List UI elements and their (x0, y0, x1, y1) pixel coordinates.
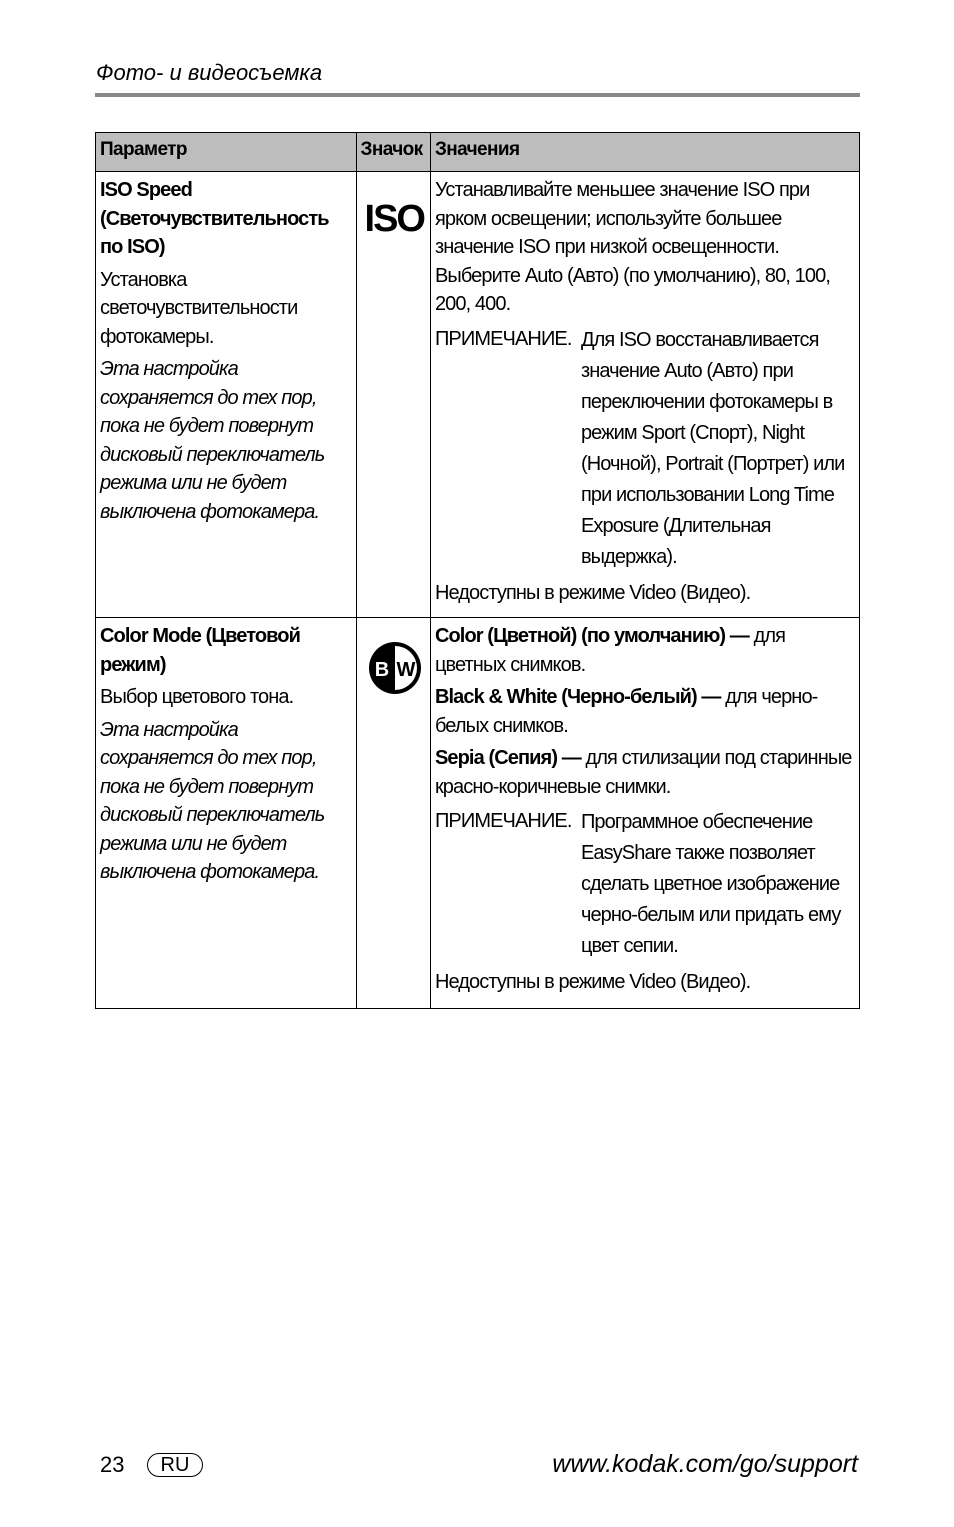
page-number: 23 (100, 1452, 125, 1477)
param-persist-note: Эта настройка сохраняется до тех пор, пока не будет повернут дисковый переключатель режима или не будет выключена фотокамера. (100, 718, 325, 883)
header-param: Параметр (96, 133, 357, 172)
header-values: Значения (430, 133, 859, 172)
unavailable-text: Недоступны в режиме Video (Видео). (434, 971, 751, 993)
param-description: Установка светочувствительности фотокамеры. (100, 268, 298, 348)
table-header-row (96, 133, 860, 172)
values-cell (430, 618, 859, 1009)
note (435, 325, 855, 573)
table-row (96, 618, 860, 1009)
note-label: ПРИМЕЧАНИЕ. (434, 327, 572, 350)
icon-cell (356, 172, 430, 618)
note-text: Для ISO восстанавливается значение Auto (Авто) при переключении фотокамеры в режим Sport (Спорт), Night (Ночной), Portrait (Портрет) или при использовании Long Time Exposure (Длительная выдержка). (580, 328, 845, 568)
support-url[interactable]: www.kodak.com/go/support (552, 1450, 858, 1478)
section-title: Фото- и видеосъемка (96, 60, 323, 85)
note-label: ПРИМЕЧАНИЕ. (434, 810, 572, 832)
option-term: Black & White (Черно-белый) — (434, 686, 721, 708)
header-divider (95, 93, 860, 97)
option-desc: для черно-белых снимков. (434, 686, 818, 737)
value-text: Устанавливайте меньшее значение ISO при ярком освещении; используйте большее значение ISO при низкой освещенности. Выберите Auto (Авто) (по умолчанию), 80, 100, 200, 400. (434, 179, 831, 315)
bw-letter-b: B (374, 659, 389, 681)
param-cell (96, 172, 357, 618)
iso-icon: ISO (364, 198, 424, 240)
option-term: Color (Цветной) (по умолчанию) — (434, 625, 749, 647)
param-description: Выбор цветового тона. (100, 686, 294, 708)
option-sepia (435, 744, 855, 801)
unavailable-text: Недоступны в режиме Video (Видео). (434, 581, 751, 604)
black-white-icon (367, 640, 423, 696)
note-text: Программное обеспечение EasyShare также позволяет сделать цветное изображение черно-белым или придать ему цвет сепии. (580, 811, 841, 957)
parameters-table (95, 132, 860, 1009)
param-persist-note: Эта настройка сохраняется до тех пор, пока не будет повернут дисковый переключатель режима или не будет выключена фотокамера. (100, 358, 325, 523)
values-cell (430, 172, 859, 618)
param-name: ISO Speed (Светочувствительность по ISO) (100, 179, 329, 258)
option-color (435, 622, 855, 679)
option-desc: для стилизации под старинные красно-коричневые снимки. (434, 747, 852, 798)
bw-letter-w: W (396, 659, 415, 681)
note (435, 807, 855, 962)
param-name: Color Mode (Цветовой режим) (100, 625, 300, 676)
param-cell (96, 618, 357, 1009)
table-row (96, 172, 860, 618)
option-black-white (435, 683, 855, 740)
icon-cell (356, 618, 430, 1009)
option-term: Sepia (Сепия) — (434, 747, 581, 769)
option-desc: для цветных снимков. (434, 625, 786, 676)
header-icon: Значок (356, 133, 430, 172)
language-badge: RU (147, 1453, 203, 1477)
